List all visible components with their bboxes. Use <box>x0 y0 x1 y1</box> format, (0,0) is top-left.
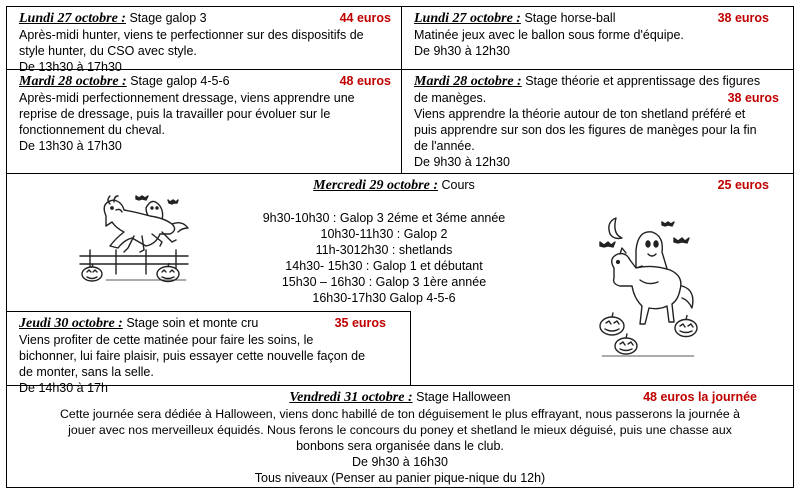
stage-title: Stage galop 3 <box>129 11 207 25</box>
desc-line: De 9h30 à 16h30 <box>352 455 448 469</box>
desc-line: Viens apprendre la théorie autour de ton shetland préféré et <box>414 107 746 121</box>
cell-lundi-galop <box>7 7 401 74</box>
price-label: 38 euros <box>717 11 769 25</box>
desc-line: jouer avec nos merveilleux équidés. Nous ferons le concours du poney et shetland le mieux déguisé, puis une chasse aux <box>68 423 732 437</box>
schedule-line: 14h30- 15h30 : Galop 1 et débutant <box>285 259 483 273</box>
desc-line: style hunter, du CSO avec style. <box>19 44 197 58</box>
cell-vendredi <box>7 385 793 487</box>
stage-title: Stage théorie et apprentissage des figures <box>525 74 761 88</box>
date-label: Vendredi 31 octobre : <box>289 390 413 405</box>
price-label: 44 euros <box>339 11 391 25</box>
desc-line: Viens profiter de cette matinée pour faire les soins, le <box>19 333 314 347</box>
price-label: 38 euros <box>727 91 779 105</box>
desc-line: De 13h30 à 17h30 <box>19 60 122 74</box>
date-label: Mardi 28 octobre : <box>19 74 127 89</box>
desc-line: De 9h30 à 12h30 <box>414 155 510 169</box>
date-label: Jeudi 30 octobre : <box>19 316 123 331</box>
schedule-line: 16h30-17h30 Galop 4-5-6 <box>312 291 456 305</box>
desc-line: de monter, sans la selle. <box>19 365 154 379</box>
desc-line: bichonner, lui faire plaisir, puis essayer cette nouvelle façon de <box>19 349 366 363</box>
stage-title-continued: de manèges. <box>414 91 487 105</box>
stage-title: Cours <box>441 178 475 192</box>
desc-line: Tous niveaux (Penser au panier pique-nique du 12h) <box>254 471 546 485</box>
cell-mardi-galop <box>7 69 401 173</box>
desc-line: De 14h30 à 17h <box>19 381 108 395</box>
stage-title: Stage Halloween <box>416 390 511 404</box>
desc-line: reprise de dressage, puis la travailler pour évoluer sur le <box>19 107 331 121</box>
cell-lundi-horseball <box>401 7 793 69</box>
cell-header <box>414 10 783 27</box>
desc-line: De 9h30 à 12h30 <box>414 44 510 58</box>
desc-line: De 13h30 à 17h30 <box>19 139 122 153</box>
date-label: Mardi 28 octobre : <box>414 74 522 89</box>
desc-line: Après-midi hunter, viens te perfectionner sur des dispositifs de <box>19 28 364 42</box>
stage-title: Stage soin et monte cru <box>126 316 259 330</box>
price-label: 48 euros <box>339 74 391 88</box>
date-label: Lundi 27 octobre : <box>414 11 521 26</box>
cell-header <box>19 315 400 332</box>
cell-subheader <box>414 90 779 106</box>
date-label: Lundi 27 octobre : <box>19 11 126 26</box>
cell-jeudi <box>7 311 411 395</box>
cell-header <box>19 10 391 27</box>
desc-line: fonctionnement du cheval. <box>19 123 165 137</box>
cell-header <box>414 73 779 90</box>
desc-line: puis apprendre sur son dos les figures de manèges pour la fin <box>414 123 757 137</box>
desc-line: Cette journée sera dédiée à Halloween, viens donc habillé de ton déguisement le plus effrayant, nous passerons la journée à <box>60 407 740 421</box>
desc-line: de l'année. <box>414 139 475 153</box>
schedule-line: 9h30-10h30 : Galop 3 2éme et 3éme année <box>262 211 506 225</box>
schedule-line: 11h-3012h30 : shetlands <box>315 243 453 257</box>
horse-halloween-icon <box>76 190 192 284</box>
cell-header <box>15 389 785 406</box>
desc-line: Après-midi perfectionnement dressage, viens apprendre une <box>19 91 355 105</box>
stage-title: Stage galop 4-5-6 <box>130 74 230 88</box>
schedule-line: 10h30-11h30 : Galop 2 <box>320 227 448 241</box>
ghost-rider-halloween-icon <box>596 210 700 358</box>
date-label: Mercredi 29 octobre : <box>313 178 438 193</box>
desc-line: bonbons sera organisée dans le club. <box>296 439 504 453</box>
price-label: 35 euros <box>334 316 386 330</box>
stage-title: Stage horse-ball <box>524 11 616 25</box>
schedule-line: 15h30 – 16h30 : Galop 3 1ère année <box>281 275 487 289</box>
desc-line: Matinée jeux avec le ballon sous forme d'équipe. <box>414 28 684 42</box>
price-label: 25 euros <box>717 178 769 192</box>
cell-header <box>19 73 391 90</box>
price-label: 48 euros la journée <box>643 390 757 404</box>
cell-mardi-theorie <box>401 69 793 173</box>
